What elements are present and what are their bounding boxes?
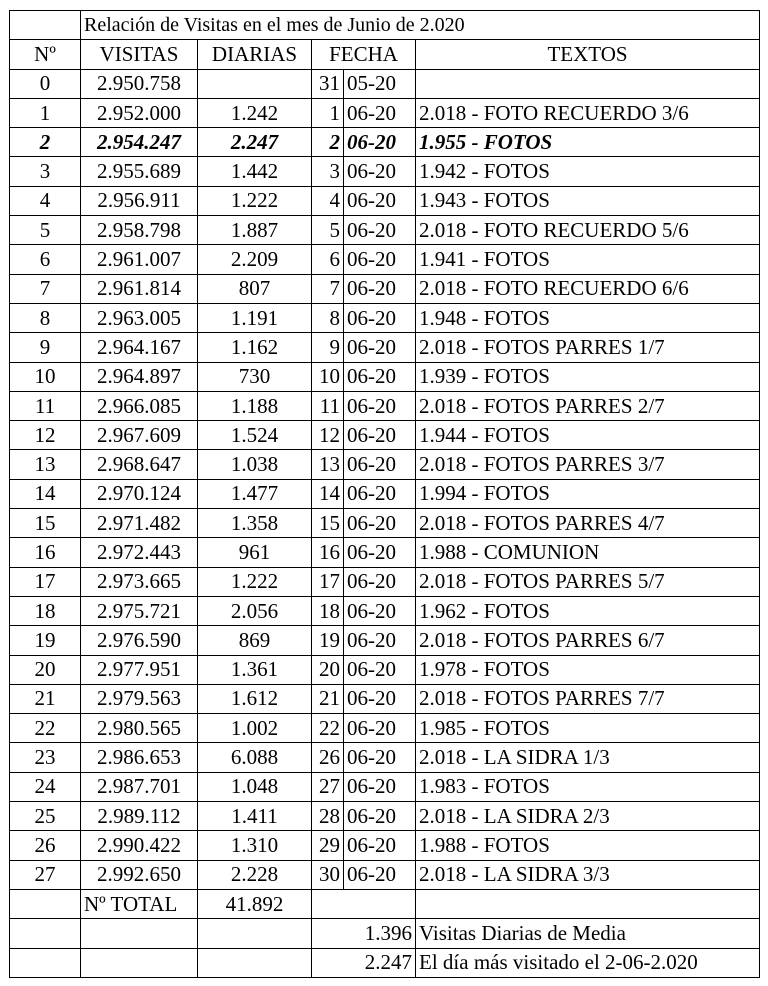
diarias-cell: 1.188 xyxy=(198,391,312,420)
summary-text: Visitas Diarias de Media xyxy=(416,919,760,948)
texto-cell: 1.962 - FOTOS xyxy=(416,596,760,625)
fecha-month-cell: 06-20 xyxy=(344,860,416,889)
texto-cell: 2.018 - FOTO RECUERDO 3/6 xyxy=(416,98,760,127)
texto-cell: 1.942 - FOTOS xyxy=(416,157,760,186)
diarias-cell: 1.477 xyxy=(198,479,312,508)
visitas-cell: 2.966.085 xyxy=(81,391,198,420)
row-number: 8 xyxy=(10,303,81,332)
summary-value: 2.247 xyxy=(312,948,416,977)
fecha-month-cell: 06-20 xyxy=(344,98,416,127)
row-number: 23 xyxy=(10,743,81,772)
visitas-cell: 2.954.247 xyxy=(81,128,198,157)
visitas-cell: 2.956.911 xyxy=(81,186,198,215)
fecha-month-cell: 06-20 xyxy=(344,333,416,362)
fecha-month-cell: 06-20 xyxy=(344,479,416,508)
total-value: 41.892 xyxy=(198,889,312,918)
visitas-cell: 2.970.124 xyxy=(81,479,198,508)
title-row xyxy=(10,11,760,40)
fecha-day-cell: 17 xyxy=(312,567,344,596)
row-number: 10 xyxy=(10,362,81,391)
table-row xyxy=(10,714,760,743)
blank-cell xyxy=(10,889,81,918)
row-number: 19 xyxy=(10,626,81,655)
fecha-day-cell: 2 xyxy=(312,128,344,157)
diarias-cell: 1.048 xyxy=(198,772,312,801)
fecha-month-cell: 06-20 xyxy=(344,128,416,157)
row-number: 2 xyxy=(10,128,81,157)
fecha-day-cell: 13 xyxy=(312,450,344,479)
visitas-cell: 2.980.565 xyxy=(81,714,198,743)
row-number: 26 xyxy=(10,831,81,860)
row-number: 9 xyxy=(10,333,81,362)
texto-cell: 1.948 - FOTOS xyxy=(416,303,760,332)
table-row xyxy=(10,186,760,215)
fecha-day-cell: 11 xyxy=(312,391,344,420)
visitas-cell: 2.972.443 xyxy=(81,538,198,567)
row-number: 21 xyxy=(10,684,81,713)
fecha-month-cell: 06-20 xyxy=(344,509,416,538)
fecha-month-cell: 06-20 xyxy=(344,362,416,391)
texto-cell: 1.939 - FOTOS xyxy=(416,362,760,391)
row-number: 0 xyxy=(10,69,81,98)
visitas-cell: 2.977.951 xyxy=(81,655,198,684)
visitas-cell: 2.964.897 xyxy=(81,362,198,391)
texto-cell: 2.018 - FOTOS PARRES 7/7 xyxy=(416,684,760,713)
fecha-month-cell: 06-20 xyxy=(344,596,416,625)
fecha-day-cell: 8 xyxy=(312,303,344,332)
visitas-cell: 2.976.590 xyxy=(81,626,198,655)
diarias-cell: 1.310 xyxy=(198,831,312,860)
fecha-day-cell: 19 xyxy=(312,626,344,655)
texto-cell: 2.018 - FOTOS PARRES 6/7 xyxy=(416,626,760,655)
texto-cell: 2.018 - FOTOS PARRES 2/7 xyxy=(416,391,760,420)
fecha-month-cell: 06-20 xyxy=(344,216,416,245)
visitas-cell: 2.975.721 xyxy=(81,596,198,625)
fecha-month-cell: 06-20 xyxy=(344,274,416,303)
fecha-day-cell: 30 xyxy=(312,860,344,889)
fecha-day-cell: 28 xyxy=(312,802,344,831)
summary-row xyxy=(10,948,760,977)
visitas-cell: 2.989.112 xyxy=(81,802,198,831)
texto-cell: 1.978 - FOTOS xyxy=(416,655,760,684)
row-number: 13 xyxy=(10,450,81,479)
row-number: 18 xyxy=(10,596,81,625)
fecha-month-cell: 06-20 xyxy=(344,157,416,186)
table-row xyxy=(10,509,760,538)
fecha-month-cell: 06-20 xyxy=(344,567,416,596)
blank-cell xyxy=(198,948,312,977)
texto-cell: 1.955 - FOTOS xyxy=(416,128,760,157)
blank-cell xyxy=(10,948,81,977)
table-row xyxy=(10,567,760,596)
visitas-cell: 2.950.758 xyxy=(81,69,198,98)
diarias-cell: 1.242 xyxy=(198,98,312,127)
texto-cell: 2.018 - FOTO RECUERDO 6/6 xyxy=(416,274,760,303)
row-number: 27 xyxy=(10,860,81,889)
visitas-cell: 2.963.005 xyxy=(81,303,198,332)
diarias-cell: 961 xyxy=(198,538,312,567)
texto-cell: 1.994 - FOTOS xyxy=(416,479,760,508)
fecha-day-cell: 26 xyxy=(312,743,344,772)
diarias-cell: 1.361 xyxy=(198,655,312,684)
row-number: 4 xyxy=(10,186,81,215)
fecha-day-cell: 22 xyxy=(312,714,344,743)
fecha-month-cell: 06-20 xyxy=(344,186,416,215)
diarias-cell: 1.612 xyxy=(198,684,312,713)
visitas-cell: 2.973.665 xyxy=(81,567,198,596)
diarias-cell: 1.442 xyxy=(198,157,312,186)
row-number: 25 xyxy=(10,802,81,831)
diarias-cell: 1.887 xyxy=(198,216,312,245)
diarias-cell: 730 xyxy=(198,362,312,391)
table-row xyxy=(10,216,760,245)
visits-table xyxy=(9,10,760,978)
summary-text: El día más visitado el 2-06-2.020 xyxy=(416,948,760,977)
visitas-cell: 2.968.647 xyxy=(81,450,198,479)
table-row xyxy=(10,743,760,772)
header-fecha: FECHA xyxy=(312,40,416,69)
table-row xyxy=(10,157,760,186)
fecha-day-cell: 31 xyxy=(312,69,344,98)
blank-cell xyxy=(10,919,81,948)
fecha-month-cell: 06-20 xyxy=(344,714,416,743)
visitas-cell: 2.987.701 xyxy=(81,772,198,801)
fecha-day-cell: 4 xyxy=(312,186,344,215)
visitas-cell: 2.990.422 xyxy=(81,831,198,860)
blank-corner-cell xyxy=(10,11,81,40)
fecha-month-cell: 06-20 xyxy=(344,831,416,860)
texto-cell: 1.988 - COMUNION xyxy=(416,538,760,567)
visitas-cell: 2.961.007 xyxy=(81,245,198,274)
table-row xyxy=(10,421,760,450)
table-row xyxy=(10,831,760,860)
table-row xyxy=(10,655,760,684)
fecha-day-cell: 6 xyxy=(312,245,344,274)
fecha-month-cell: 06-20 xyxy=(344,421,416,450)
visitas-cell: 2.952.000 xyxy=(81,98,198,127)
fecha-month-cell: 05-20 xyxy=(344,69,416,98)
fecha-day-cell: 16 xyxy=(312,538,344,567)
table-row xyxy=(10,274,760,303)
header-num: Nº xyxy=(10,40,81,69)
texto-cell: 2.018 - FOTOS PARRES 5/7 xyxy=(416,567,760,596)
fecha-day-cell: 14 xyxy=(312,479,344,508)
table-row xyxy=(10,860,760,889)
blank-cell xyxy=(81,919,198,948)
header-textos: TEXTOS xyxy=(416,40,760,69)
fecha-month-cell: 06-20 xyxy=(344,802,416,831)
visitas-cell: 2.979.563 xyxy=(81,684,198,713)
fecha-day-cell: 7 xyxy=(312,274,344,303)
fecha-day-cell: 3 xyxy=(312,157,344,186)
summary-row xyxy=(10,919,760,948)
visitas-cell: 2.955.689 xyxy=(81,157,198,186)
header-row xyxy=(10,40,760,69)
row-number: 6 xyxy=(10,245,81,274)
blank-cell xyxy=(81,948,198,977)
fecha-day-cell: 27 xyxy=(312,772,344,801)
fecha-month-cell: 06-20 xyxy=(344,245,416,274)
fecha-month-cell: 06-20 xyxy=(344,626,416,655)
row-number: 20 xyxy=(10,655,81,684)
table-row xyxy=(10,538,760,567)
visitas-cell: 2.961.814 xyxy=(81,274,198,303)
diarias-cell: 2.247 xyxy=(198,128,312,157)
fecha-day-cell: 12 xyxy=(312,421,344,450)
table-row xyxy=(10,479,760,508)
diarias-cell: 807 xyxy=(198,274,312,303)
texto-cell: 1.983 - FOTOS xyxy=(416,772,760,801)
table-row xyxy=(10,128,760,157)
row-number: 1 xyxy=(10,98,81,127)
texto-cell: 2.018 - FOTO RECUERDO 5/6 xyxy=(416,216,760,245)
fecha-month-cell: 06-20 xyxy=(344,743,416,772)
fecha-day-cell: 18 xyxy=(312,596,344,625)
blank-cell xyxy=(198,919,312,948)
fecha-day-cell: 5 xyxy=(312,216,344,245)
row-number: 15 xyxy=(10,509,81,538)
fecha-month-cell: 06-20 xyxy=(344,538,416,567)
table-title: Relación de Visitas en el mes de Junio de 2.020 xyxy=(81,11,760,40)
table-row xyxy=(10,684,760,713)
diarias-cell: 869 xyxy=(198,626,312,655)
table-row xyxy=(10,303,760,332)
diarias-cell: 1.358 xyxy=(198,509,312,538)
visitas-cell: 2.986.653 xyxy=(81,743,198,772)
visitas-cell: 2.958.798 xyxy=(81,216,198,245)
diarias-cell: 1.222 xyxy=(198,186,312,215)
table-row xyxy=(10,772,760,801)
fecha-month-cell: 06-20 xyxy=(344,772,416,801)
table-row xyxy=(10,391,760,420)
table-row xyxy=(10,98,760,127)
visitas-cell: 2.967.609 xyxy=(81,421,198,450)
texto-cell: 2.018 - LA SIDRA 1/3 xyxy=(416,743,760,772)
texto-cell: 1.941 - FOTOS xyxy=(416,245,760,274)
fecha-day-cell: 1 xyxy=(312,98,344,127)
diarias-cell: 1.524 xyxy=(198,421,312,450)
row-number: 22 xyxy=(10,714,81,743)
row-number: 5 xyxy=(10,216,81,245)
table-row xyxy=(10,450,760,479)
fecha-day-cell: 20 xyxy=(312,655,344,684)
fecha-month-cell: 06-20 xyxy=(344,450,416,479)
texto-cell: 2.018 - FOTOS PARRES 3/7 xyxy=(416,450,760,479)
diarias-cell xyxy=(198,69,312,98)
header-visitas: VISITAS xyxy=(81,40,198,69)
texto-cell: 2.018 - LA SIDRA 2/3 xyxy=(416,802,760,831)
table-row xyxy=(10,69,760,98)
header-diarias: DIARIAS xyxy=(198,40,312,69)
diarias-cell: 2.056 xyxy=(198,596,312,625)
fecha-day-cell: 29 xyxy=(312,831,344,860)
visitas-cell: 2.992.650 xyxy=(81,860,198,889)
diarias-cell: 1.411 xyxy=(198,802,312,831)
fecha-day-cell: 9 xyxy=(312,333,344,362)
fecha-day-cell: 21 xyxy=(312,684,344,713)
blank-cell xyxy=(416,889,760,918)
table-row xyxy=(10,596,760,625)
table-row xyxy=(10,802,760,831)
diarias-cell: 1.038 xyxy=(198,450,312,479)
fecha-day-cell: 15 xyxy=(312,509,344,538)
texto-cell: 2.018 - LA SIDRA 3/3 xyxy=(416,860,760,889)
diarias-cell: 2.209 xyxy=(198,245,312,274)
fecha-month-cell: 06-20 xyxy=(344,303,416,332)
diarias-cell: 2.228 xyxy=(198,860,312,889)
row-number: 11 xyxy=(10,391,81,420)
visitas-cell: 2.964.167 xyxy=(81,333,198,362)
texto-cell: 1.944 - FOTOS xyxy=(416,421,760,450)
total-row xyxy=(10,889,760,918)
diarias-cell: 1.162 xyxy=(198,333,312,362)
table-row xyxy=(10,245,760,274)
fecha-day-cell: 10 xyxy=(312,362,344,391)
diarias-cell: 6.088 xyxy=(198,743,312,772)
table-row xyxy=(10,333,760,362)
row-number: 16 xyxy=(10,538,81,567)
row-number: 3 xyxy=(10,157,81,186)
texto-cell: 1.988 - FOTOS xyxy=(416,831,760,860)
diarias-cell: 1.191 xyxy=(198,303,312,332)
row-number: 7 xyxy=(10,274,81,303)
table-row xyxy=(10,362,760,391)
fecha-month-cell: 06-20 xyxy=(344,655,416,684)
texto-cell xyxy=(416,69,760,98)
visitas-cell: 2.971.482 xyxy=(81,509,198,538)
texto-cell: 1.943 - FOTOS xyxy=(416,186,760,215)
diarias-cell: 1.222 xyxy=(198,567,312,596)
texto-cell: 2.018 - FOTOS PARRES 1/7 xyxy=(416,333,760,362)
texto-cell: 1.985 - FOTOS xyxy=(416,714,760,743)
row-number: 12 xyxy=(10,421,81,450)
blank-cell xyxy=(312,889,416,918)
texto-cell: 2.018 - FOTOS PARRES 4/7 xyxy=(416,509,760,538)
fecha-month-cell: 06-20 xyxy=(344,684,416,713)
row-number: 17 xyxy=(10,567,81,596)
summary-value: 1.396 xyxy=(312,919,416,948)
total-label: Nº TOTAL xyxy=(81,889,198,918)
table-row xyxy=(10,626,760,655)
diarias-cell: 1.002 xyxy=(198,714,312,743)
fecha-month-cell: 06-20 xyxy=(344,391,416,420)
row-number: 24 xyxy=(10,772,81,801)
row-number: 14 xyxy=(10,479,81,508)
